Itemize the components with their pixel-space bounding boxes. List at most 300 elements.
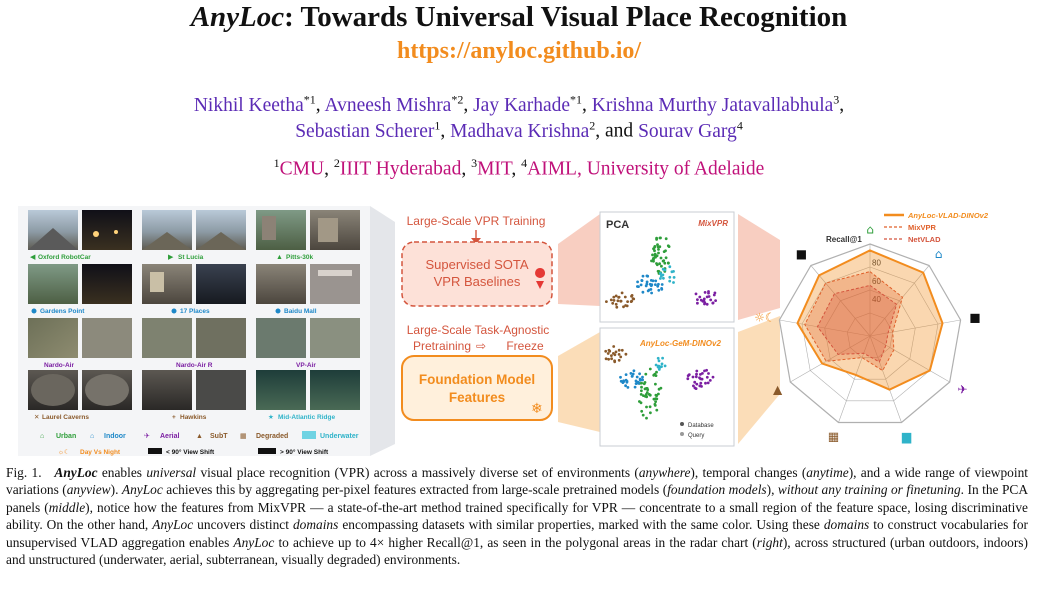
- photo-17places-1: [142, 264, 192, 304]
- camera-icon: ■: [795, 247, 808, 262]
- author-2[interactable]: Avneesh Mishra$^{*2}$: [324, 92, 464, 116]
- pca-point: [667, 244, 670, 247]
- affiliation-adelaide: AIML, University of Adelaide: [527, 158, 765, 180]
- pca-point: [704, 382, 707, 385]
- caption-segment: ),: [766, 482, 778, 498]
- label-laurel: Laurel Caverns: [42, 414, 89, 421]
- author-4[interactable]: Krishna Murthy Jatavallabhula$^3$: [591, 92, 840, 116]
- radar-title: Recall@1: [826, 235, 862, 244]
- pca-point: [618, 353, 621, 356]
- underwater-icon: ▆: [901, 429, 912, 444]
- pca-point: [655, 394, 658, 397]
- label-baidu: Baidu Mall: [284, 308, 317, 315]
- pca-point: [703, 370, 706, 373]
- caption-segment: middle: [48, 499, 86, 515]
- photo-17places-2: [196, 264, 246, 304]
- pca-point: [662, 260, 665, 263]
- pca-anyloc-label: AnyLoc-GeM-DINOv2: [640, 339, 721, 348]
- urban-icon: ⌂: [866, 222, 874, 237]
- pca-point: [656, 254, 659, 257]
- author-6[interactable]: Madhava Krishna$^2$: [450, 118, 596, 142]
- pca-point: [664, 365, 667, 368]
- project-url[interactable]: https://anyloc.github.io/: [396, 38, 642, 64]
- pca-point: [661, 363, 664, 366]
- pca-point: [668, 276, 671, 279]
- pca-point: [613, 359, 616, 362]
- pca-point: [640, 284, 643, 287]
- pca-point: [668, 265, 671, 268]
- authors-line-1: Nikhil Keetha$^{*1}$, Avneesh Mishra$^{*2}$, Jay Karhade$^{*1}$, Krishna Murthy Jatavallabhula$^3$,: [193, 92, 845, 116]
- pca-point: [657, 289, 660, 292]
- legend-underwater: Underwater: [320, 433, 359, 440]
- pca-point: [698, 385, 701, 388]
- caption-segment: ), and a wide range of viewpoint variations (: [6, 465, 1028, 498]
- pca-point: [618, 359, 621, 362]
- caption-body: [6, 465, 1028, 567]
- pca-point: [612, 345, 615, 348]
- indoor-icon: [172, 309, 177, 314]
- legend-viewshift-small: < 90° View Shift: [166, 449, 215, 456]
- pca-point: [709, 379, 712, 382]
- pca-point: [644, 373, 647, 376]
- pca-point: [655, 371, 658, 374]
- degraded-icon: ▦: [240, 433, 247, 440]
- pca-point: [649, 405, 652, 408]
- pca-point: [645, 406, 648, 409]
- legend-mixvpr: MixVPR: [908, 223, 936, 232]
- pca-point: [646, 281, 649, 284]
- caption-segment: ).: [110, 482, 122, 498]
- pca-point: [633, 369, 636, 372]
- pca-point: [617, 299, 620, 302]
- pca-point: [650, 292, 653, 295]
- pca-point: [657, 252, 660, 255]
- pca-point: [660, 365, 663, 368]
- pca-point: [706, 296, 709, 299]
- label-pitts: Pitts-30k: [286, 254, 314, 261]
- pca-point: [658, 360, 661, 363]
- pca-point: [621, 349, 624, 352]
- pca-point: [640, 389, 643, 392]
- label-nardor: Nardo-Air R: [176, 362, 213, 369]
- legend-netvlad: NetVLAD: [908, 235, 941, 244]
- pca-point: [632, 297, 635, 300]
- snowflake-icon: ❄: [531, 400, 543, 416]
- pca-point: [662, 277, 665, 280]
- pca-point: [607, 358, 610, 361]
- pca-point: [699, 378, 702, 381]
- pca-point: [696, 302, 699, 305]
- photo-vpair-2: [310, 318, 360, 358]
- pca-point: [712, 376, 715, 379]
- pca-point: [654, 400, 657, 403]
- pca-point: [695, 383, 698, 386]
- pca-point: [706, 376, 709, 379]
- subt-icon: ▲: [772, 382, 783, 397]
- pca-legend-query: Query: [688, 433, 705, 439]
- pca-point: [611, 302, 614, 305]
- location-pin-icon: [535, 268, 545, 278]
- camera-icon: ■: [969, 310, 981, 325]
- caption-segment: ), notice how the features from MixVPR — a state-of-the-art method trained specifically for VPR — concentrate to a small region of the feature space, losing discriminative ability. On the other hand,: [6, 499, 1028, 533]
- pca-point: [661, 283, 664, 286]
- radar-chart: [754, 222, 981, 443]
- photo-nardo-2: [82, 318, 132, 358]
- pretraining-label: Large-Scale Task-Agnostic: [406, 323, 550, 337]
- pca-point: [627, 386, 630, 389]
- caption-segment: AnyLoc: [233, 534, 275, 550]
- pca-point: [615, 306, 618, 309]
- photo-vpair-1: [256, 318, 306, 358]
- pca-point: [626, 305, 629, 308]
- indoor-icon: ⌂: [90, 433, 95, 440]
- box2-line2: Features: [448, 390, 506, 405]
- legend-daynight: Day Vs Night: [80, 449, 121, 456]
- teaser-figure: [0, 204, 1038, 458]
- pca-point: [625, 373, 628, 376]
- pca-point: [610, 357, 613, 360]
- pca-point: [640, 410, 643, 413]
- pca-point: [706, 303, 709, 306]
- caption-segment: foundation models: [667, 482, 767, 498]
- pca-point: [668, 280, 671, 283]
- pca-point: [656, 285, 659, 288]
- pca-point: [612, 352, 615, 355]
- label-oxford: Oxford RobotCar: [38, 254, 91, 261]
- pca-point: [637, 285, 640, 288]
- caption-fig-label: Fig. 1.: [6, 465, 42, 480]
- legend-subt: SubT: [210, 433, 228, 440]
- pca-point: [695, 375, 698, 378]
- underwater-icon: [302, 431, 316, 439]
- author-7[interactable]: Sourav Garg$^4$: [638, 118, 743, 142]
- pca-point: [640, 386, 643, 389]
- subt-icon: ✕: [34, 414, 40, 421]
- pca-point: [630, 372, 633, 375]
- legend-anyloc: AnyLoc-VLAD-DINOv2: [908, 211, 989, 220]
- subt-icon: ▲: [196, 433, 203, 440]
- pca-point: [605, 357, 608, 360]
- query-marker: [680, 432, 684, 436]
- arrow-right-icon: ⇨: [476, 339, 487, 353]
- indoor-icon: [276, 309, 281, 314]
- urban-icon: ⌂: [40, 433, 45, 440]
- pca-point: [660, 387, 663, 390]
- affiliation-cmu: CMU: [279, 158, 325, 180]
- pca-point: [630, 300, 633, 303]
- pca-point: [695, 293, 698, 296]
- photo-oxford-night: [82, 210, 132, 250]
- pca-point: [642, 275, 645, 278]
- pca-point: [648, 289, 651, 292]
- pca-point: [645, 393, 648, 396]
- pca-point: [654, 283, 657, 286]
- pca-point: [709, 299, 712, 302]
- pca-point: [645, 387, 648, 390]
- pca-legend-database: Database: [688, 423, 714, 429]
- pca-point: [624, 296, 627, 299]
- pca-point: [654, 245, 657, 248]
- aerial-icon: ✈: [957, 382, 968, 397]
- pca-point: [649, 368, 652, 371]
- pca-point: [649, 394, 652, 397]
- photo-baidu-1: [256, 264, 306, 304]
- pca-point: [660, 275, 663, 278]
- urban-icon: ▶: [168, 254, 174, 261]
- pca-point: [626, 381, 629, 384]
- pca-point: [650, 279, 653, 282]
- photo-nardo-1: [28, 318, 78, 358]
- photo-midatlantic-2: [310, 370, 360, 410]
- pca-point: [711, 302, 714, 305]
- pca-point: [651, 254, 654, 257]
- pca-point: [667, 262, 670, 265]
- pca-point: [673, 276, 676, 279]
- caption-segment: domains: [823, 517, 870, 533]
- photo-gardens-2: [82, 264, 132, 304]
- pca-point: [640, 401, 643, 404]
- label-midatlantic: Mid-Atlantic Ridge: [278, 414, 336, 421]
- pca-point: [622, 381, 625, 384]
- affiliations: $^1$CMU, $^2$IIIT Hyderabad, $^3$MIT, $^4$AIML, University of Adelaide: [273, 156, 765, 180]
- pca-point: [707, 372, 710, 375]
- pca-point: [619, 300, 622, 303]
- pca-point: [615, 295, 618, 298]
- paper-title: [0, 0, 1038, 34]
- pca-point: [671, 270, 674, 273]
- degraded-icon: ▦: [827, 429, 840, 444]
- title-main: AnyLoc: [190, 1, 285, 33]
- caption-segment: achieves this by aggregating per-pixel features extracted from large-scale pretrained models (: [162, 482, 668, 498]
- pca-point: [660, 287, 663, 290]
- pca-point: [656, 243, 659, 246]
- indoor-icon: [32, 309, 37, 314]
- pca-point: [626, 300, 629, 303]
- day-night-icon: ☼☾: [58, 449, 70, 456]
- pca-point: [660, 265, 663, 268]
- pca-point: [608, 349, 611, 352]
- pca-point: [640, 279, 643, 282]
- caption-segment: ), temporal changes (: [690, 465, 807, 480]
- pca-point: [649, 411, 652, 414]
- foundation-model-box: [402, 356, 552, 420]
- pca-point: [615, 351, 618, 354]
- pca-point: [636, 281, 639, 284]
- pca-point: [698, 296, 701, 299]
- pretraining-word: Pretraining: [412, 339, 472, 353]
- pca-point: [641, 379, 644, 382]
- pca-point: [655, 409, 658, 412]
- urban-icon: ◀: [30, 254, 36, 261]
- underwater-icon: ★: [268, 414, 274, 421]
- indoor-icon: ⌂: [934, 247, 943, 262]
- pca-point: [636, 376, 639, 379]
- pca-point: [610, 299, 613, 302]
- pca-point: [649, 283, 652, 286]
- legend-urban: Urban: [56, 433, 77, 440]
- legend-aerial: Aerial: [160, 433, 180, 440]
- pca-point: [695, 370, 698, 373]
- figure-caption: [6, 464, 1028, 568]
- pca-point: [642, 414, 645, 417]
- pca-point: [630, 295, 633, 298]
- pca-point: [655, 237, 658, 240]
- pca-point: [662, 268, 665, 271]
- pca-point: [655, 374, 658, 377]
- legend-degraded: Degraded: [256, 433, 289, 440]
- pca-point: [634, 386, 637, 389]
- title-rest: : Towards Universal Visual Place Recognition: [284, 1, 848, 33]
- pca-point: [656, 263, 659, 266]
- pca-point: [653, 249, 656, 252]
- pca-point: [665, 256, 668, 259]
- photo-hawkins-2: [196, 370, 246, 410]
- label-17places: 17 Places: [180, 308, 210, 315]
- urban-icon: ▲: [276, 254, 283, 261]
- pca-point: [645, 417, 648, 420]
- photo-midatlantic-1: [256, 370, 306, 410]
- pca-point: [699, 382, 702, 385]
- pca-point: [704, 291, 707, 294]
- pca-title: PCA: [606, 219, 630, 231]
- aerial-icon: ✈: [144, 433, 150, 440]
- pca-point: [664, 249, 667, 252]
- pca-point: [686, 377, 689, 380]
- caption-segment: right: [756, 534, 783, 550]
- label-hawkins: Hawkins: [180, 414, 207, 421]
- caption-segment: visual place recognition (VPR) across a massively diverse set of environments (: [196, 465, 639, 480]
- pca-point: [605, 300, 608, 303]
- photo-nardor-2: [196, 318, 246, 358]
- pca-point: [642, 291, 645, 294]
- author-5[interactable]: Sebastian Scherer$^1$: [295, 118, 441, 142]
- pca-point: [658, 368, 661, 371]
- caption-segment: ), across structured (urban outdoors, indoors) and unstructured (underwater, aerial, subterranean, visually degraded) environments.: [6, 534, 1028, 568]
- label-nardo: Nardo-Air: [44, 362, 74, 369]
- caption-segment: enables: [97, 465, 147, 480]
- pca-point: [661, 357, 664, 360]
- box2-line1: Foundation Model: [418, 372, 536, 387]
- pca-point: [707, 290, 710, 293]
- pca-point: [604, 350, 607, 353]
- legend-indoor: Indoor: [104, 433, 126, 440]
- pca-point: [644, 381, 647, 384]
- pca-point: [612, 296, 615, 299]
- subt-icon: +: [172, 414, 176, 421]
- day-night-icon: ☼☾: [754, 310, 776, 325]
- pca-point: [703, 303, 706, 306]
- author-3[interactable]: Jay Karhade$^{*1}$: [473, 92, 583, 116]
- pca-point: [650, 260, 653, 263]
- pca-point: [638, 372, 641, 375]
- pca-point: [659, 277, 662, 280]
- pca-point: [607, 352, 610, 355]
- affiliation-mit: MIT: [477, 158, 512, 180]
- pca-point: [622, 305, 625, 308]
- freeze-word: Freeze: [506, 339, 544, 353]
- caption-segment: encompassing datasets with similar properties, marked with the same color. Using these: [338, 517, 824, 533]
- pca-point: [646, 275, 649, 278]
- pca-point: [696, 298, 699, 301]
- box1-line2: VPR Baselines: [433, 274, 521, 289]
- caption-segment: domains: [292, 517, 339, 533]
- database-marker: [680, 422, 684, 426]
- caption-segment: to achieve up to 4× higher Recall@1, as seen in the polygonal areas in the radar chart (: [274, 534, 757, 550]
- pca-point: [658, 245, 661, 248]
- pca-point: [714, 299, 717, 302]
- pca-point: [687, 374, 690, 377]
- pca-point: [707, 382, 710, 385]
- photo-nardor-1: [142, 318, 192, 358]
- pca-point: [692, 385, 695, 388]
- affiliation-iiit: IIIT Hyderabad: [339, 158, 462, 180]
- pca-point: [621, 292, 624, 295]
- pca-point: [615, 303, 618, 306]
- pca-point: [692, 376, 695, 379]
- pca-point: [665, 237, 668, 240]
- camera-icon: [148, 448, 162, 454]
- pca-point: [703, 300, 706, 303]
- pca-point: [695, 373, 698, 376]
- pca-point: [658, 365, 661, 368]
- label-gardens: Gardens Point: [40, 308, 85, 315]
- photo-hawkins-1: [142, 370, 192, 410]
- caption-segment: without any training or finetuning: [777, 482, 961, 498]
- photo-gardens-1: [28, 264, 78, 304]
- pca-point: [641, 376, 644, 379]
- caption-segment: AnyLoc: [54, 465, 98, 480]
- author-1[interactable]: Nikhil Keetha$^{*1}$: [193, 92, 316, 116]
- pca-point: [618, 349, 621, 352]
- pca-point: [619, 356, 622, 359]
- caption-segment: to construct vocabularies for unsupervised VLAD aggregation enables: [6, 517, 1029, 550]
- pca-point: [652, 257, 655, 260]
- caption-segment: anywhere: [638, 465, 691, 480]
- legend-viewshift-large: > 90° View Shift: [280, 449, 329, 456]
- caption-segment: AnyLoc: [152, 517, 194, 533]
- pca-point: [693, 381, 696, 384]
- pca-point: [625, 353, 628, 356]
- authors-line-2: Sebastian Scherer$^1$, Madhava Krishna$^2$, and Sourav Garg$^4$: [295, 118, 743, 142]
- caption-segment: uncovers distinct: [193, 517, 293, 533]
- box1-line1: Supervised SOTA: [425, 257, 529, 272]
- pca-point: [699, 373, 702, 376]
- pca-point: [654, 280, 657, 283]
- pca-point: [631, 375, 634, 378]
- caption-segment: anyview: [66, 482, 111, 498]
- label-stlucia: St Lucia: [178, 254, 204, 261]
- pca-point: [657, 357, 660, 360]
- pca-point: [654, 403, 657, 406]
- pca-point: [613, 299, 616, 302]
- pca-point: [659, 272, 662, 275]
- pca-mixvpr-label: MixVPR: [698, 219, 728, 228]
- pca-point: [659, 237, 662, 240]
- pca-point: [645, 285, 648, 288]
- vpr-training-label: Large-Scale VPR Training: [406, 214, 546, 228]
- camera-icon: [258, 448, 276, 454]
- pca-point: [654, 383, 657, 386]
- pca-point: [619, 376, 622, 379]
- pca-point: [640, 393, 643, 396]
- pca-point: [637, 382, 640, 385]
- caption-segment: AnyLoc: [121, 482, 163, 498]
- pca-point: [660, 257, 663, 260]
- caption-segment: . In the PCA panels (: [6, 482, 1028, 515]
- pca-point: [672, 281, 675, 284]
- caption-segment: universal: [146, 465, 197, 480]
- caption-segment: anytime: [806, 465, 849, 480]
